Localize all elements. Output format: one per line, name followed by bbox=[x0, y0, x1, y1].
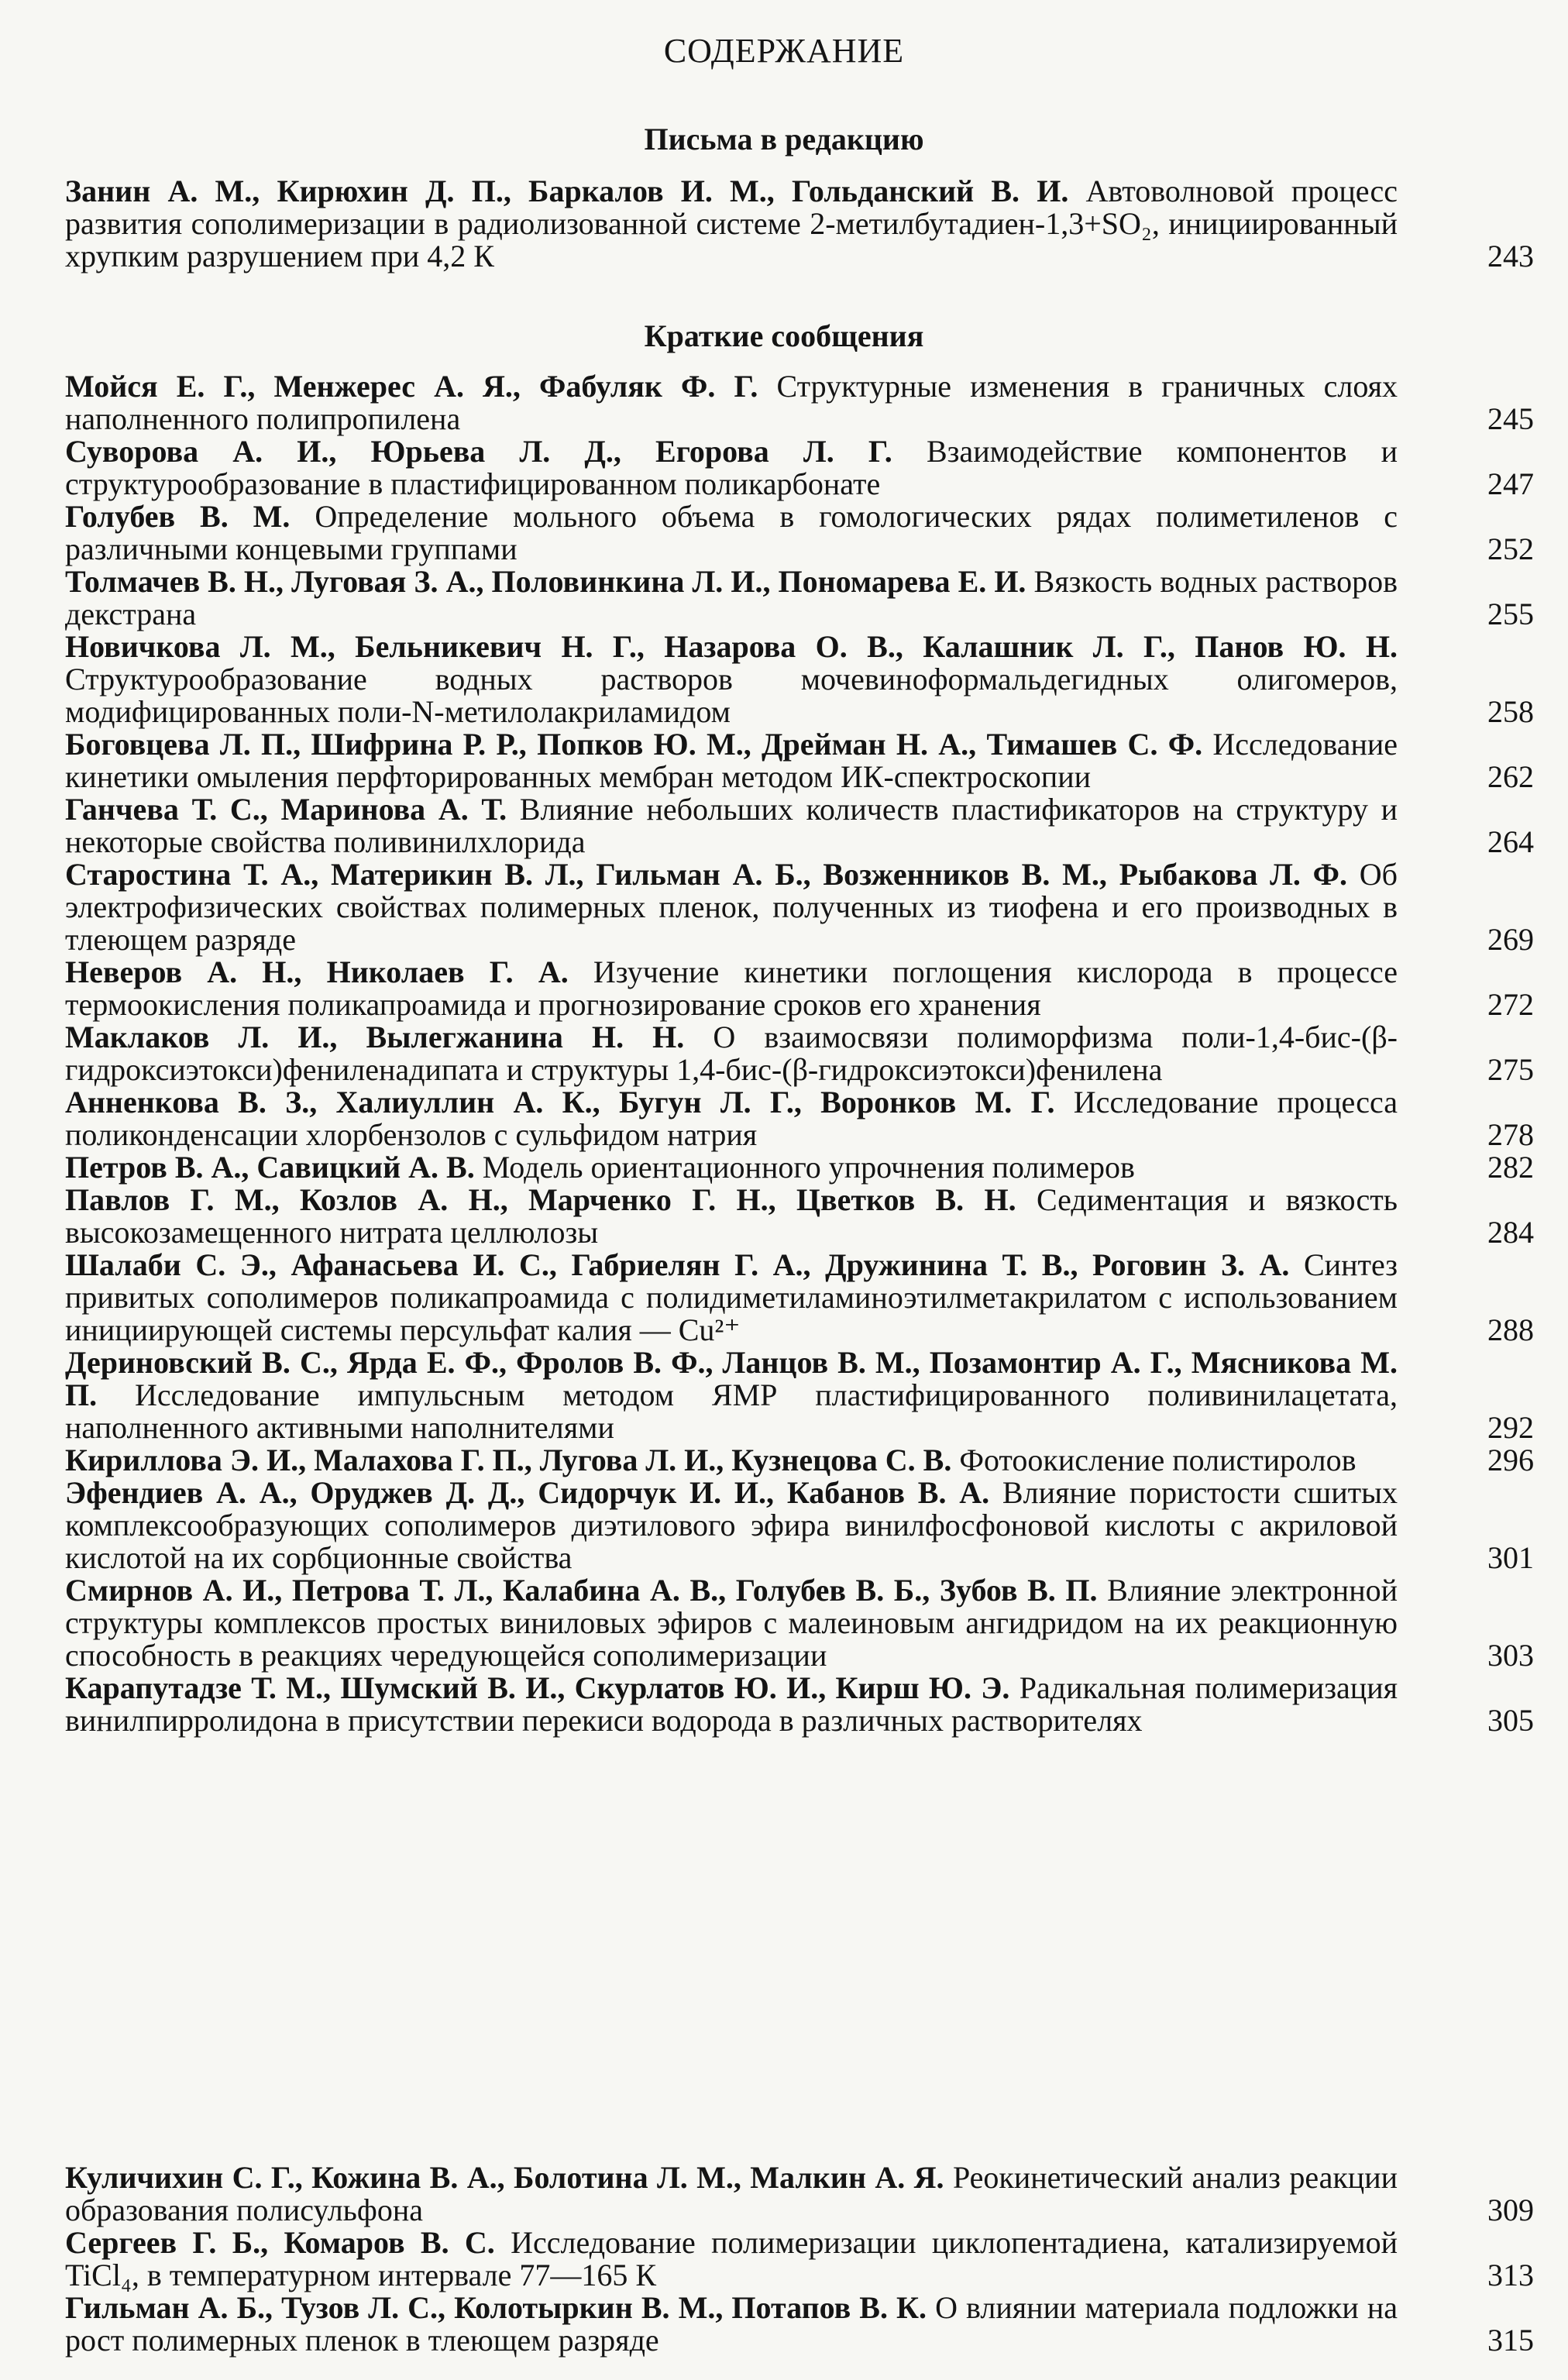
entry-page-number: 272 bbox=[1487, 987, 1534, 1022]
entry-authors: Куличихин С. Г., Кожина В. А., Болотина Л. М., Малкин А. Я. bbox=[65, 2160, 944, 2195]
entry-page-number: 258 bbox=[1487, 694, 1534, 729]
toc-entry bbox=[65, 793, 1534, 858]
entry-title: Радикальная полимеризация винилпирролидона в присутствии перекиси водорода в различных растворителях bbox=[65, 1670, 1398, 1738]
entry-page-number: 262 bbox=[1487, 759, 1534, 794]
entry-title: Седиментация и вязкость высокозамещенного нитрата целлюлозы bbox=[65, 1182, 1398, 1250]
entry-page-number: 278 bbox=[1487, 1117, 1534, 1152]
entry-title: Реокинетический анализ реакции образования полисульфона bbox=[65, 2160, 1398, 2227]
entry-page-number: 301 bbox=[1487, 1540, 1534, 1575]
entry-title: Структурные изменения в граничных слоях наполненного полипропилена bbox=[65, 369, 1398, 436]
entry-page-number: 315 bbox=[1487, 2323, 1534, 2358]
toc-entry bbox=[65, 858, 1534, 956]
entry-title: Определение мольного объема в гомологических рядах полиметиленов с различными концевыми группами bbox=[65, 499, 1398, 566]
toc-entry bbox=[65, 2227, 1534, 2292]
entry-authors: Толмачев В. Н., Луговая З. А., Половинкина Л. И., Пономарева Е. И. bbox=[65, 564, 1026, 599]
entry-authors: Неверов А. Н., Николаев Г. А. bbox=[65, 954, 569, 989]
toc-entry bbox=[65, 1184, 1534, 1249]
entry-title: Влияние пористости сшитых комплексообразующих сополимеров диэтилового эфира винилфосфоновой кислоты с акриловой кислотой на их сорбционные свойства bbox=[65, 1475, 1398, 1575]
entry-title: Исследование кинетики омыления перфторированных мембран методом ИК-спектроскопии bbox=[65, 727, 1398, 794]
entry-title: Об электрофизических свойствах полимерных пленок, полученных из тиофена и его производных в тлеющем разряде bbox=[65, 857, 1398, 957]
entry-page-number: 243 bbox=[1487, 239, 1534, 273]
entry-authors: Старостина Т. А., Материкин В. Л., Гильман А. Б., Возженников В. М., Рыбакова Л. Ф. bbox=[65, 857, 1348, 892]
entry-title: Исследование процесса поликонденсации хлорбензолов с сульфидом натрия bbox=[65, 1085, 1398, 1152]
entry-authors: Эфендиев А. А., Оруджев Д. Д., Сидорчук И. И., Кабанов В. А. bbox=[65, 1475, 990, 1510]
entry-authors: Дериновский В. С., Ярда Е. Ф., Фролов В. Ф., Ланцов В. М., Позамонтир А. Г., Мясникова М. П. bbox=[65, 1345, 1398, 1412]
toc-entry bbox=[65, 956, 1534, 1021]
toc-entry bbox=[65, 2162, 1534, 2227]
toc-entry bbox=[65, 1672, 1534, 1737]
entry-authors: Гильман А. Б., Тузов Л. С., Колотыркин В. М., Потапов В. К. bbox=[65, 2290, 927, 2325]
entry-page-number: 305 bbox=[1487, 1703, 1534, 1738]
toc-entry bbox=[65, 1574, 1534, 1672]
entry-authors: Павлов Г. М., Козлов А. Н., Марченко Г. Н., Цветков В. Н. bbox=[65, 1182, 1016, 1217]
entry-authors: Мойся Е. Г., Менжерес А. Я., Фабуляк Ф. Г. bbox=[65, 369, 758, 404]
toc-entry bbox=[65, 1151, 1534, 1184]
toc-entry bbox=[65, 1444, 1534, 1477]
entry-page-number: 296 bbox=[1487, 1443, 1534, 1477]
entry-page-number: 292 bbox=[1487, 1410, 1534, 1445]
entry-page-number: 303 bbox=[1487, 1638, 1534, 1673]
entry-page-number: 275 bbox=[1487, 1052, 1534, 1087]
entry-authors: Анненкова В. З., Халиуллин А. К., Бугун Л. Г., Воронков М. Г. bbox=[65, 1085, 1055, 1119]
entry-title: Автоволновой процесс развития сополимеризации в радиолизованной системе 2-метилбутадиен-1,3+SO₂, инициированный хрупким разрушением при 4,2 К bbox=[65, 174, 1398, 273]
entry-title: Модель ориентационного упрочнения полимеров bbox=[482, 1150, 1135, 1185]
toc-entry bbox=[65, 631, 1534, 728]
entry-title: Структурообразование водных растворов мочевиноформальдегидных олигомеров, модифицированных поли-N-метилолакриламидом bbox=[65, 662, 1398, 729]
toc-entry bbox=[65, 1249, 1534, 1346]
toc-entry bbox=[65, 566, 1534, 631]
toc-entry bbox=[65, 435, 1534, 500]
section-heading-short: Краткие сообщения bbox=[644, 318, 924, 353]
entry-authors: Шалаби С. Э., Афанасьева И. С., Габриелян Г. А., Дружинина Т. В., Роговин З. А. bbox=[65, 1247, 1290, 1282]
entry-title: Влияние электронной структуры комплексов простых виниловых эфиров с малеиновым ангидридом на их реакционную способность в реакциях чередующейся сополимеризации bbox=[65, 1573, 1398, 1673]
entry-page-number: 269 bbox=[1487, 922, 1534, 957]
toc-entry bbox=[65, 728, 1534, 793]
section-heading-letters: Письма в редакцию bbox=[644, 122, 924, 156]
toc-group-letters bbox=[65, 175, 1534, 273]
entry-page-number: 282 bbox=[1487, 1150, 1534, 1185]
toc-entry bbox=[65, 500, 1534, 566]
entry-authors: Кириллова Э. И., Малахова Г. П., Лугова Л. И., Кузнецова С. В. bbox=[65, 1443, 952, 1477]
entry-title: О взаимосвязи полиморфизма поли-1,4-бис-(β-гидроксиэтокси)фениленадипата и структуры 1,4-бис-(β-гидроксиэтокси)фенилена bbox=[65, 1020, 1398, 1087]
entry-authors: Боговцева Л. П., Шифрина Р. Р., Попков Ю. М., Дрейман Н. А., Тимашев С. Ф. bbox=[65, 727, 1203, 762]
entry-authors: Голубев В. М. bbox=[65, 499, 291, 534]
entry-title: Взаимодействие компонентов и структурообразование в пластифицированном поликарбонате bbox=[65, 434, 1398, 501]
entry-page-number: 288 bbox=[1487, 1312, 1534, 1347]
entry-title: Исследование импульсным методом ЯМР пластифицированного поливинилацетата, наполненного активными наполнителями bbox=[65, 1377, 1398, 1445]
entry-title: Влияние небольших количеств пластификаторов на структуру и некоторые свойства поливинилхлорида bbox=[65, 792, 1398, 859]
entry-page-number: 247 bbox=[1487, 466, 1534, 501]
toc-entry bbox=[65, 1346, 1534, 1444]
entry-page-number: 255 bbox=[1487, 597, 1534, 631]
entry-authors: Карапутадзе Т. М., Шумский В. И., Скурлатов Ю. И., Кирш Ю. Э. bbox=[65, 1670, 1010, 1705]
entry-title: Исследование полимеризации циклопентадиена, катализируемой TiCl₄, в температурном интервале 77—165 К bbox=[65, 2225, 1398, 2292]
entry-page-number: 313 bbox=[1487, 2258, 1534, 2292]
toc-group-short bbox=[65, 370, 1534, 1737]
entry-title: Изучение кинетики поглощения кислорода в процессе термоокисления поликапроамида и прогнозирование сроков его хранения bbox=[65, 954, 1398, 1022]
entry-authors: Маклаков Л. И., Вылегжанина Н. Н. bbox=[65, 1020, 685, 1054]
entry-authors: Суворова А. И., Юрьева Л. Д., Егорова Л. Г. bbox=[65, 434, 892, 469]
toc-entry bbox=[65, 370, 1534, 435]
entry-page-number: 284 bbox=[1487, 1215, 1534, 1250]
page-title: СОДЕРЖАНИЕ bbox=[663, 32, 905, 70]
toc-entry bbox=[65, 1021, 1534, 1086]
toc-entry bbox=[65, 1086, 1534, 1151]
entry-title: Фотоокисление полистиролов bbox=[959, 1443, 1357, 1477]
entry-title: Вязкость водных растворов декстрана bbox=[65, 564, 1398, 631]
entry-title: О влиянии материала подложки на рост полимерных пленок в тлеющем разряде bbox=[65, 2290, 1398, 2358]
entry-title: Синтез привитых сополимеров поликапроамида с полидиметиламиноэтилметакрилатом с использованием инициирующей системы персульфат калия — Cu²⁺ bbox=[65, 1247, 1398, 1347]
toc-entry bbox=[65, 2292, 1534, 2357]
entry-authors: Занин А. М., Кирюхин Д. П., Баркалов И. М., Гольданский В. И. bbox=[65, 174, 1069, 208]
entry-authors: Сергеев Г. Б., Комаров В. С. bbox=[65, 2225, 495, 2260]
entry-page-number: 252 bbox=[1487, 531, 1534, 566]
entry-page-number: 264 bbox=[1487, 824, 1534, 859]
entry-page-number: 309 bbox=[1487, 2193, 1534, 2227]
entry-page-number: 245 bbox=[1487, 401, 1534, 436]
entry-authors: Смирнов А. И., Петрова Т. Л., Калабина А. В., Голубев В. Б., Зубов В. П. bbox=[65, 1573, 1098, 1608]
toc-entry bbox=[65, 1477, 1534, 1574]
toc-entry bbox=[65, 175, 1534, 273]
entry-authors: Ганчева Т. С., Маринова А. Т. bbox=[65, 792, 507, 827]
entry-authors: Петров В. А., Савицкий А. В. bbox=[65, 1150, 475, 1185]
toc-group-continued bbox=[65, 2162, 1534, 2357]
entry-authors: Новичкова Л. М., Бельникевич Н. Г., Назарова О. В., Калашник Л. Г., Панов Ю. Н. bbox=[65, 629, 1398, 664]
